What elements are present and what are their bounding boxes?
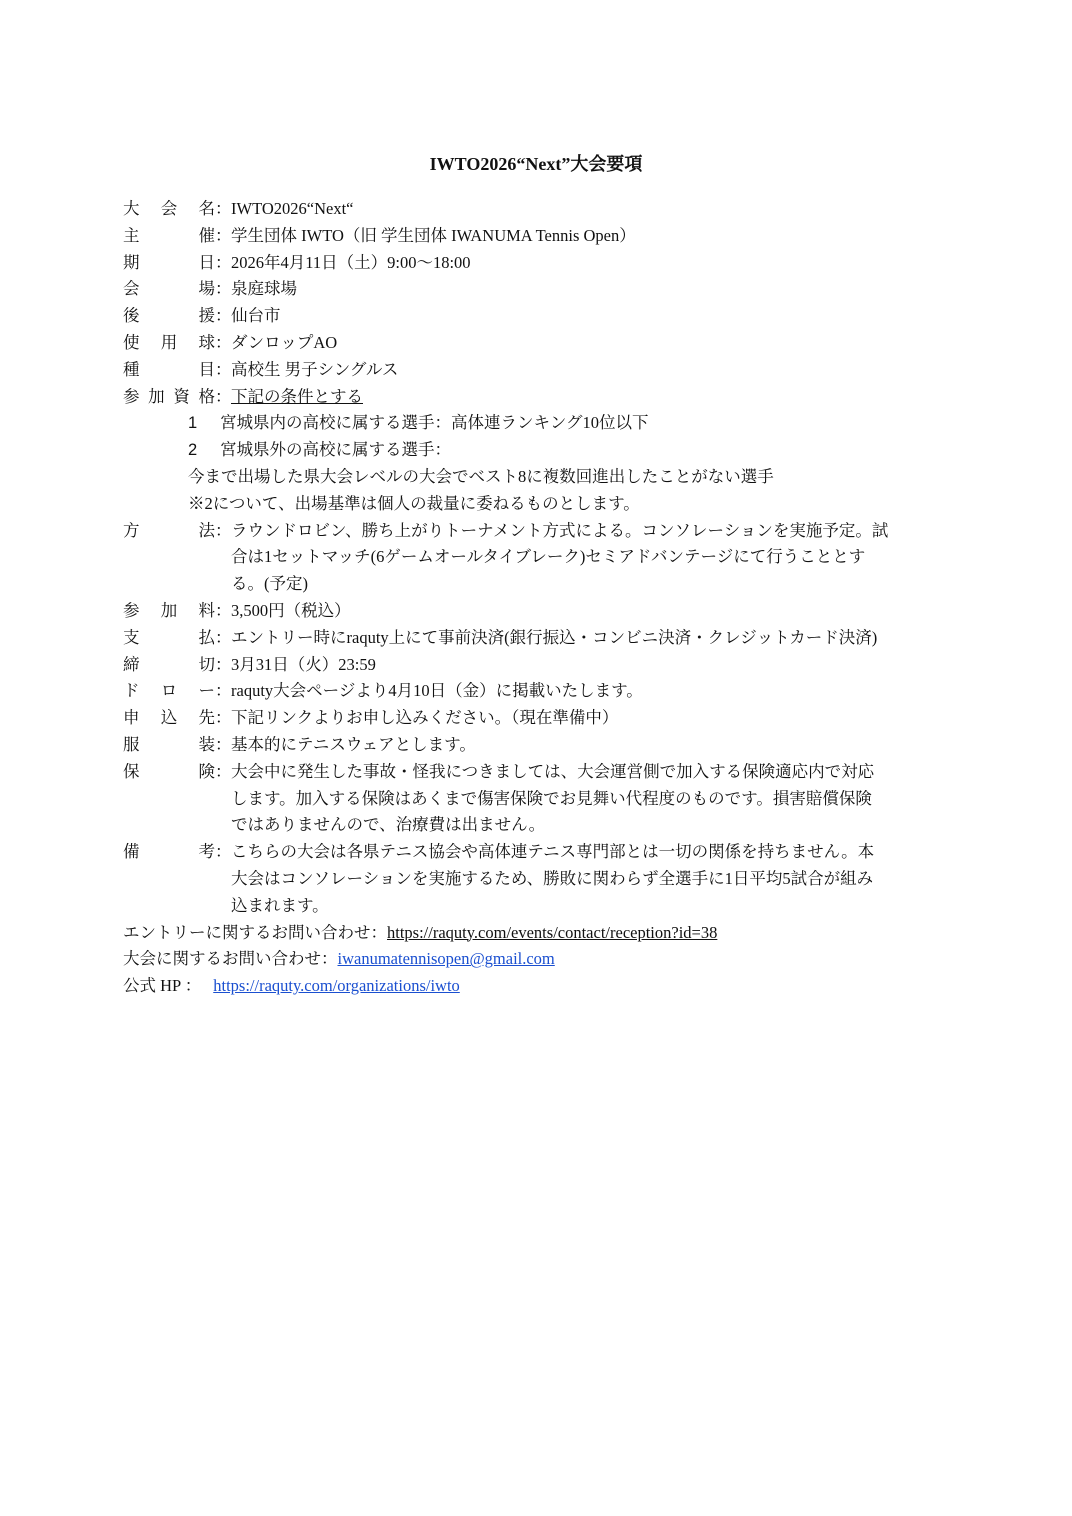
field-value-line: 学生団体 IWTO（旧 学生団体 IWANUMA Tennis Open）: [231, 225, 636, 245]
field-value-line: します。加入する保険はあくまで傷害保険でお見舞い代程度のものです。損害賠償保険: [231, 788, 872, 808]
field-value-line: 下記の条件とする: [231, 386, 363, 406]
field-value: [231, 223, 953, 250]
field-value: [231, 839, 953, 919]
entry-contact-link[interactable]: https://raquty.com/events/contact/reception?id=38: [387, 922, 718, 942]
field-row: [123, 759, 953, 839]
field-label: 保険: [123, 761, 215, 781]
item-number: 1: [188, 414, 198, 433]
field-value: [231, 518, 953, 598]
field-value: [231, 705, 953, 732]
field-label: 主催: [123, 225, 215, 245]
colon: ：: [215, 734, 232, 754]
field-label: 期日: [123, 252, 215, 272]
field-label: 会場: [123, 279, 215, 299]
field-label: 申込先: [123, 708, 215, 728]
item-number: 2: [188, 441, 198, 460]
field-value-line: IWTO2026“Next“: [231, 199, 354, 218]
field-value-line: る。(予定): [231, 574, 308, 594]
field-row: [123, 598, 953, 625]
field-value-line: 3月31日（火）23:59: [231, 654, 376, 674]
field-value: [231, 303, 953, 330]
colon: ：: [215, 359, 232, 379]
item-text: 宮城県内の高校に属する選手：高体連ランキング10位以下: [220, 413, 649, 433]
field-value: [231, 330, 953, 357]
field-value-line: raquty大会ページより4月10日（金）に掲載いたします。: [231, 681, 643, 701]
field-label: 備考: [123, 842, 215, 862]
colon: ：: [215, 199, 232, 218]
item-text: 宮城県外の高校に属する選手：: [220, 440, 451, 460]
field-label: 参加料: [123, 600, 215, 620]
field-label: 参加資格: [123, 386, 215, 406]
field-value: [231, 732, 953, 759]
field-row: [123, 625, 953, 652]
event-contact: [123, 946, 953, 973]
colon: ：: [215, 386, 232, 406]
field-value-line: 大会中に発生した事故・怪我につきましては、大会運営側で加入する保険適応内で対応: [231, 761, 875, 781]
field-value: [231, 250, 953, 277]
document-body: [123, 196, 953, 1000]
event-email-link[interactable]: iwanumatennisopen@gmail.com: [337, 949, 555, 969]
field-value: [231, 625, 953, 652]
field-value-line: 高校生 男子シングルス: [231, 359, 399, 379]
colon: ：: [215, 708, 232, 728]
field-row: [123, 518, 953, 598]
field-label: 種目: [123, 359, 215, 379]
field-value: [231, 678, 953, 705]
document-title: IWTO2026“Next”大会要項: [429, 154, 643, 174]
field-label: 大会名: [123, 199, 215, 218]
field-row: [123, 276, 953, 303]
entry-contact-label: エントリーに関するお問い合わせ：: [123, 922, 387, 942]
field-label: 服装: [123, 734, 215, 754]
field-value: [231, 357, 953, 384]
field-value-line: エントリー時にraquty上にて事前決済(銀行振込・コンビニ決済・クレジットカード決済): [231, 627, 878, 647]
field-value-line: ラウンドロビン、勝ち上がりトーナメント方式による。コンソレーションを実施予定。試: [231, 520, 889, 540]
qualification-note: ※2について、出場基準は個人の裁量に委ねるものとします。: [188, 493, 640, 513]
colon: ：: [215, 600, 232, 620]
field-value: [231, 276, 953, 303]
colon: ：: [215, 627, 232, 647]
colon: ：: [215, 761, 232, 781]
field-value-line: 3,500円（税込）: [231, 600, 351, 620]
field-value-line: 仙台市: [231, 306, 281, 326]
event-contact-label: 大会に関するお問い合わせ：: [123, 949, 338, 969]
official-hp-label: 公式 HP ：: [123, 976, 202, 996]
field-label: 締切: [123, 654, 215, 674]
entry-contact: [123, 920, 953, 947]
colon: ：: [215, 681, 232, 701]
official-hp-link[interactable]: https://raquty.com/organizations/iwto: [213, 976, 460, 996]
field-label: 後援: [123, 306, 215, 326]
field-row: [123, 250, 953, 277]
colon: ：: [215, 225, 232, 245]
colon: ：: [215, 306, 232, 326]
colon: ：: [215, 842, 232, 862]
field-row: [123, 330, 953, 357]
field-label: ドロー: [123, 681, 215, 701]
field-value-line: 基本的にテニスウェアとします。: [231, 734, 476, 754]
field-row: [123, 839, 953, 919]
field-row: [123, 357, 953, 384]
field-value-line: こちらの大会は各県テニス協会や高体連テニス専門部とは一切の関係を持ちません。本: [231, 842, 875, 862]
field-value: [231, 598, 953, 625]
field-value-line: ダンロップAO: [231, 332, 338, 352]
field-label: 使用球: [123, 332, 215, 352]
field-row: [123, 196, 953, 223]
field-row: [123, 384, 953, 411]
field-value: [231, 196, 953, 223]
field-value: [231, 384, 953, 411]
field-row: [123, 652, 953, 679]
colon: ：: [215, 332, 232, 352]
field-value: [231, 759, 953, 839]
field-row: [123, 732, 953, 759]
colon: ：: [215, 654, 232, 674]
field-value-line: 下記リンクよりお申し込みください。（現在準備中）: [231, 708, 619, 728]
colon: ：: [215, 252, 232, 272]
field-label: 支払: [123, 627, 215, 647]
qualification-item-2: [123, 437, 953, 464]
field-row: [123, 678, 953, 705]
field-label: 方法: [123, 520, 215, 540]
colon: ：: [215, 520, 232, 540]
field-value-line: ではありませんので、治療費は出ません。: [231, 815, 546, 835]
field-value: [231, 652, 953, 679]
field-value-line: 込まれます。: [231, 895, 329, 915]
colon: ：: [215, 279, 232, 299]
field-value-line: 合は1セットマッチ(6ゲームオールタイブレーク)セミアドバンテージにて行うこととす: [231, 547, 866, 567]
field-row: [123, 223, 953, 250]
field-value-line: 泉庭球場: [231, 279, 297, 299]
field-row: [123, 705, 953, 732]
field-row: [123, 303, 953, 330]
qualification-item-1: [123, 410, 953, 437]
field-value-line: 2026年4月11日（土）9:00～18:00: [231, 252, 471, 272]
qualification-detail: 今まで出場した県大会レベルの大会でベスト8に複数回進出したことがない選手: [188, 466, 774, 486]
official-hp: [123, 973, 953, 1000]
field-value-line: 大会はコンソレーションを実施するため、勝敗に関わらず全選手に1日平均5試合が組み: [231, 868, 874, 888]
